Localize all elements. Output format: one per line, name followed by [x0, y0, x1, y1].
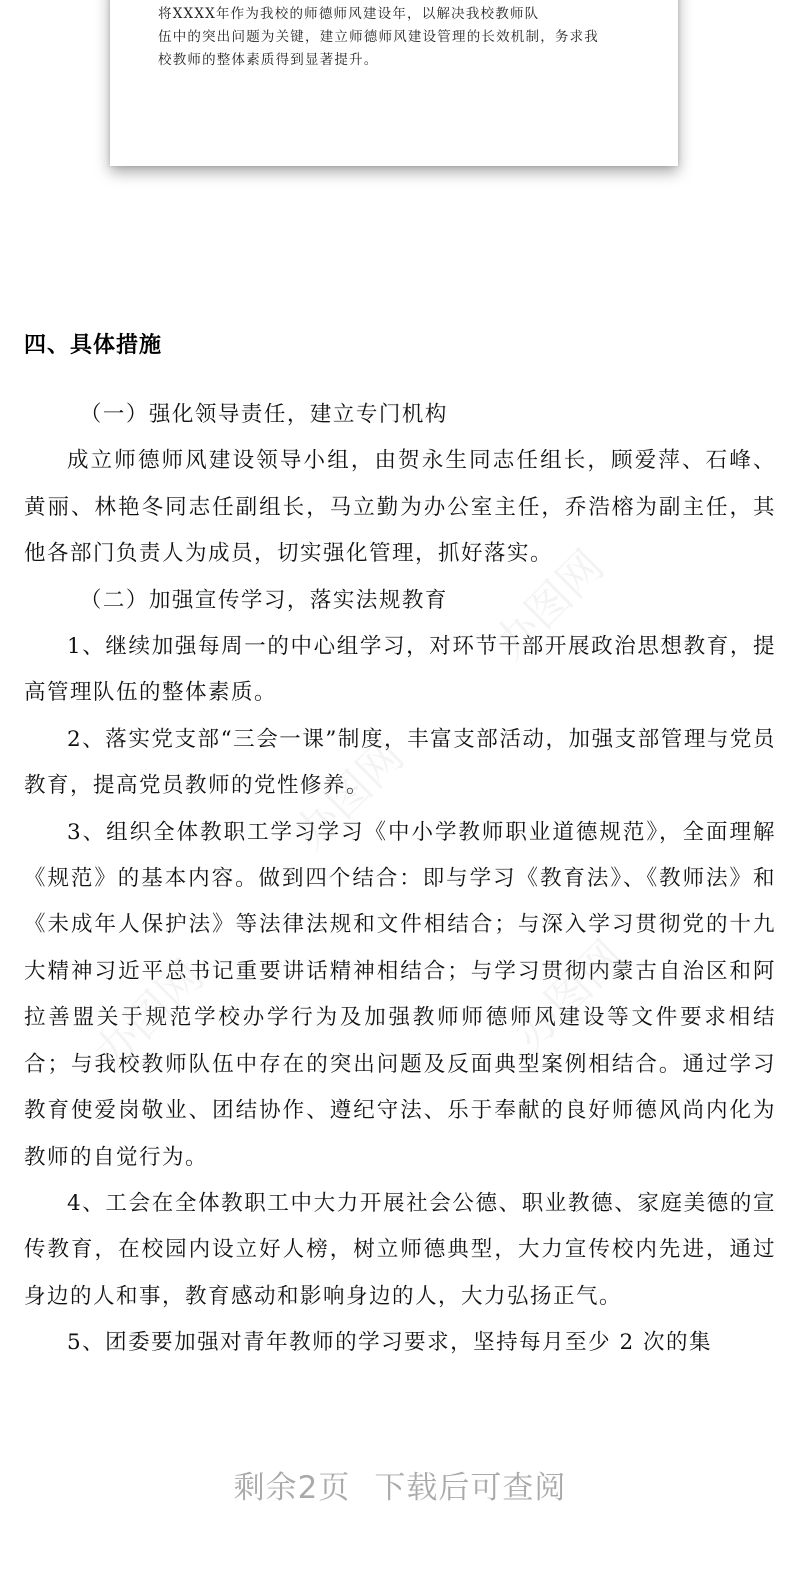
preview-line: 校教师的整体素质得到显著提升。 [158, 52, 379, 68]
paragraph: 5、团委要加强对青年教师的学习要求，坚持每月至少 2 次的集 [67, 1330, 713, 1356]
watermark: 办图网 [284, 730, 414, 860]
download-prompt[interactable] [0, 1462, 800, 1507]
subsection-heading: （一）强化领导责任，建立专门机构 [79, 402, 448, 427]
document-preview-card [110, 0, 678, 166]
preview-line: 将XXXX年作为我校的师德师风建设年，以解决我校教师队 [158, 6, 540, 22]
watermark: 办图网 [484, 540, 614, 670]
paragraph: 1、继续加强每周一的中心组学习，对环节干部开展政治思想教育，提高管理队伍的整体素质。 [24, 634, 776, 706]
document-body [24, 392, 776, 1367]
paragraph: 2、落实党支部“三会一课”制度，丰富支部活动，加强支部管理与党员教育，提高党员教师的党性修养。 [24, 726, 776, 799]
remaining-pages-text: 剩余2页 [233, 1470, 351, 1506]
paragraph: 成立师德师风建设领导小组，由贺永生同志任组长，顾爱萍、石峰、黄丽、林艳冬同志任副组长，马立勤为办公室主任，乔浩榕为副主任，其他各部门负责人为成员，切实强化管理，抓好落实。 [24, 448, 776, 567]
watermark: 办图网 [504, 930, 634, 1060]
paragraph: 4、工会在全体教职工中大力开展社会公德、职业教德、家庭美德的宣传教育，在校园内设立好人榜，树立师德典型，大力宣传校内先进，通过身边的人和事，教育感动和影响身边的人，大力弘扬正气。 [24, 1190, 776, 1309]
preview-line: 伍中的突出问题为关键，建立师德师风建设管理的长效机制，务求我 [158, 29, 599, 45]
watermark: 办图网 [84, 950, 214, 1080]
paragraph: 3、组织全体教职工学习学习《中小学教师职业道德规范》，全面理解《规范》的基本内容。做到四个结合：即与学习《教育法》、《教师法》和《未成年人保护法》等法律法规和文件相结合；与深入学习贯彻党的十九大精神习近平总书记重要讲话精神相结合；与学习贯彻内蒙古自治区和阿拉善盟关于规范学校办学行为及加强教师师德师风建设等文件要求相结合；与我校教师队伍中存在的突出问题及反面典型案例相结合。通过学习教育使爱岗敬业、团结协作、遵纪守法、乐于奉献的良好师德风尚内化为教师的自觉行为。 [24, 819, 776, 1170]
subsection-heading: （二）加强宣传学习，落实法规教育 [79, 587, 448, 613]
section-heading: 四、具体措施 [24, 332, 163, 358]
download-to-view-text: 下载后可查阅 [374, 1470, 567, 1506]
